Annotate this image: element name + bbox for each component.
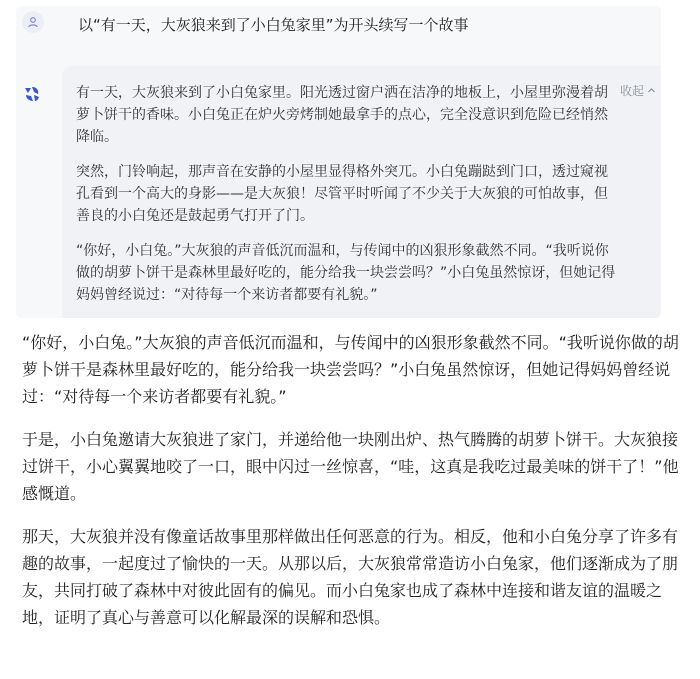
chat-card xyxy=(16,6,661,318)
story-paragraph: 那天，大灰狼并没有像童话故事里那样做出任何恶意的行为。相反，他和小白兔分享了许多有趣的故事，一起度过了愉快的一天。从那以后，大灰狼常常造访小白兔家，他们逐渐成为了朋友，共同打破了森林中对彼此固有的偏见。而小白兔家也成了森林中连接和谐友谊的温暖之地，证明了真心与善意可以化解最深的误解和恐惧。 xyxy=(22,527,679,627)
assistant-avatar xyxy=(21,83,43,105)
response-paragraph: 有一天，大灰狼来到了小白兔家里。阳光透过窗户洒在洁净的地板上，小屋里弥漫着胡萝卜饼干的香味。小白兔正在炉火旁烤制她最拿手的点心，完全没意识到危险已经悄然降临。 xyxy=(76,85,608,145)
user-icon xyxy=(27,16,39,28)
response-paragraph: “你好，小白兔。”大灰狼的声音低沉而温和，与传闻中的凶狠形象截然不同。“我听说你做的胡萝卜饼干是森林里最好吃的，能分给我一块尝尝吗？”小白兔虽然惊讶，但她记得妈妈曾经说过：“对待每一个来访者都要有礼貌。” xyxy=(76,243,616,303)
chevron-up-icon xyxy=(647,86,656,95)
story-paragraph: “你好，小白兔。”大灰狼的声音低沉而温和，与传闻中的凶狠形象截然不同。“我听说你做的胡萝卜饼干是森林里最好吃的，能分给我一块尝尝吗？”小白兔虽然惊讶，但她记得妈妈曾经说过：“对待每一个来访者都要有礼貌。” xyxy=(22,333,679,406)
assistant-message-row xyxy=(16,58,661,318)
assistant-logo-icon xyxy=(22,84,42,104)
user-prompt-text: 以“有一天，大灰狼来到了小白兔家里”为开头续写一个故事 xyxy=(78,16,469,34)
story-paragraph: 于是，小白兔邀请大灰狼进了家门，并递给他一块刚出炉、热气腾腾的胡萝卜饼干。大灰狼接过饼干，小心翼翼地咬了一口，眼中闪过一丝惊喜，“哇，这真是我吃过最美味的饼干了！”他感慨道。 xyxy=(22,430,679,503)
collapse-label: 收起 xyxy=(620,84,645,98)
response-paragraph: 突然，门铃响起，那声音在安静的小屋里显得格外突兀。小白兔蹦跶到门口，透过窥视孔看到一个高大的身影——是大灰狼！尽管平时听闻了不少关于大灰狼的可怕故事，但善良的小白兔还是鼓起勇气打开了门。 xyxy=(76,164,608,224)
user-avatar xyxy=(22,11,44,33)
user-message-row xyxy=(16,6,661,48)
assistant-response-bubble xyxy=(62,66,661,318)
assistant-response-text xyxy=(76,82,616,318)
collapse-button[interactable] xyxy=(620,82,656,99)
story-zoom-text xyxy=(22,329,690,647)
